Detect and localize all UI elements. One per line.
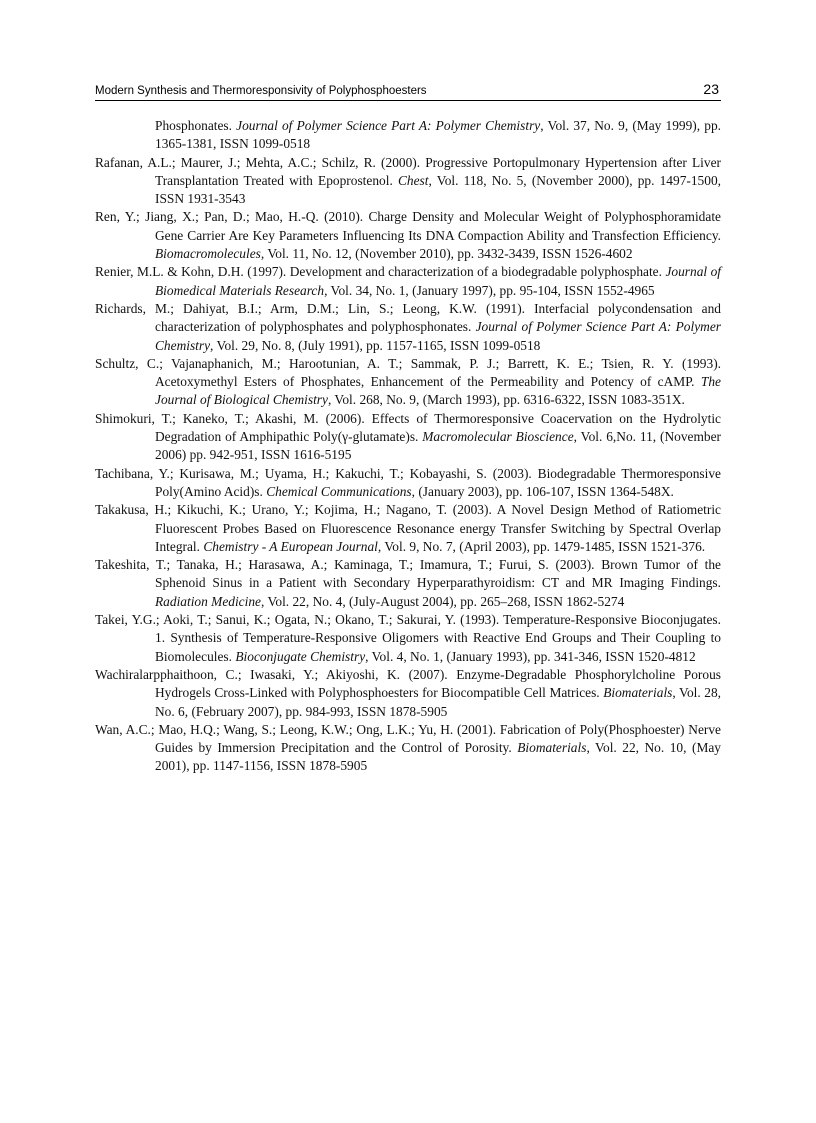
reference-text: Shimokuri, T.; Kaneko, T.; Akashi, M. (2006). Effects of Thermoresponsive Coacervation on the Hydrolytic Degradation of Amphipathic Poly(γ-glutamate)s.: [95, 410, 721, 445]
journal-title: Radiation Medicine: [155, 593, 261, 609]
reference-entry: [95, 611, 721, 666]
journal-title: Chest: [397, 172, 429, 188]
journal-title: Chemical Communications: [266, 483, 412, 499]
reference-entry: [95, 208, 721, 263]
reference-text: Wachiralarpphaithoon, C.; Iwasaki, Y.; Akiyoshi, K. (2007). Enzyme-Degradable Phosphorylcholine Porous Hydrogels Cross-Linked with Polyphosphoesters for Biocompatible Cell Matrices.: [95, 666, 721, 701]
running-header: [95, 78, 721, 101]
journal-title: Biomaterials: [517, 740, 587, 756]
journal-title: The Journal of Biological Chemistry: [155, 374, 721, 408]
journal-title: Journal of Biomedical Materials Research: [155, 264, 722, 298]
running-title: Modern Synthesis and Thermoresponsivity of Polyphosphoesters: [95, 85, 427, 97]
reference-text: Renier, M.L. & Kohn, D.H. (1997). Development and characterization of a biodegradable polyphosphate.: [95, 264, 666, 280]
reference-text: Takei, Y.G.; Aoki, T.; Sanui, K.; Ogata, N.; Okano, T.; Sakurai, Y. (1993). Temperature-Responsive Bioconjugates. 1. Synthesis of Temperature-Responsive Oligomers with Reactive End Groups and Their Coupling to Biomolecules.: [95, 612, 721, 664]
reference-entry: [95, 154, 721, 209]
reference-entry: [95, 501, 721, 556]
reference-entry: [95, 355, 721, 410]
reference-entry: [95, 300, 721, 355]
journal-title: Chemistry - A European Journal: [203, 538, 378, 554]
reference-list: [95, 117, 721, 776]
reference-text: Rafanan, A.L.; Maurer, J.; Mehta, A.C.; Schilz, R. (2000). Progressive Portopulmonary Hypertension after Liver Transplantation Treated with Epoprostenol.: [95, 154, 721, 188]
reference-entry: [95, 556, 721, 611]
reference-details: , Vol. 9, No. 7, (April 2003), pp. 1479-1485, ISSN 1521-376.: [377, 538, 706, 554]
journal-title: Macromolecular Bioscience: [422, 429, 574, 445]
journal-title: Journal of Polymer Science Part A: Polymer Chemistry: [236, 118, 541, 133]
reference-details: Vol. 11, No. 12, (November 2010), pp. 3432-3439, ISSN 1526-4602: [264, 246, 633, 262]
reference-entry: [95, 263, 721, 300]
reference-text: Richards, M.; Dahiyat, B.I.; Arm, D.M.; Lin, S.; Leong, K.W. (1991). Interfacial polycondensation and characterization of polyphosphates and polyphosphonates.: [95, 300, 721, 335]
reference-entry: [95, 117, 721, 154]
journal-title: Journal of Polymer Science Part A: Polymer Chemistry: [155, 319, 721, 353]
reference-details: , Vol. 37, No. 9, (May 1999), pp. 1365-1381, ISSN 1099-0518: [155, 118, 721, 152]
journal-title: Bioconjugate Chemistry: [235, 648, 366, 664]
reference-details: , Vol. 6,No. 11, (November 2006) pp. 942-951, ISSN 1616-5195: [155, 429, 721, 463]
reference-entry: [95, 410, 721, 465]
reference-details: , Vol. 22, No. 10, (May 2001), pp. 1147-1156, ISSN 1878-5905: [155, 740, 721, 774]
reference-details: , Vol. 28, No. 6, (February 2007), pp. 984-993, ISSN 1878-5905: [155, 685, 721, 719]
reference-text: Takeshita, T.; Tanaka, H.; Harasawa, A.; Kaminaga, T.; Imamura, T.; Furui, S. (2003). Brown Tumor of the Sphenoid Sinus in a Patient with Secondary Hyperparathyroidism: CT and MR Imaging Findings.: [95, 557, 721, 591]
reference-details: , Vol. 118, No. 5, (November 2000), pp. 1497-1500, ISSN 1931-3543: [155, 172, 721, 207]
reference-details: , Vol. 268, No. 9, (March 1993), pp. 6316-6322, ISSN 1083-351X.: [327, 392, 685, 408]
reference-text: Takakusa, H.; Kikuchi, K.; Urano, Y.; Kojima, H.; Nagano, T. (2003). A Novel Design Method of Ratiometric Fluorescent Probes Based on Fluorescence Resonance energy Transfer Switching by Spectral Overlap Integral.: [95, 502, 721, 554]
reference-entry: [95, 721, 721, 776]
reference-details: , Vol. 4, No. 1, (January 1993), pp. 341-346, ISSN 1520-4812: [365, 648, 696, 664]
reference-entry: [95, 666, 721, 721]
reference-details: , Vol. 29, No. 8, (July 1991), pp. 1157-1165, ISSN 1099-0518: [210, 337, 541, 353]
reference-text: Schultz, C.; Vajanaphanich, M.; Harootunian, A. T.; Sammak, P. J.; Barrett, K. E.; Tsien, R. Y. (1993). Acetoxymethyl Esters of Phosphates, Enhancement of the Permeability and Potency of cAMP.: [95, 355, 721, 390]
reference-text: Phosphonates.: [155, 118, 237, 133]
reference-details: , (January 2003), pp. 106-107, ISSN 1364-548X.: [411, 483, 674, 499]
reference-details: , Vol. 34, No. 1, (January 1997), pp. 95-104, ISSN 1552-4965: [324, 282, 655, 298]
page-number: 23: [703, 81, 719, 97]
reference-text: Wan, A.C.; Mao, H.Q.; Wang, S.; Leong, K.W.; Ong, L.K.; Yu, H. (2001). Fabrication of Poly(Phosphoester) Nerve Guides by Immersion Precipitation and the Control of Porosity.: [95, 721, 721, 756]
reference-text: Ren, Y.; Jiang, X.; Pan, D.; Mao, H.-Q. (2010). Charge Density and Molecular Weight of Polyphosphoramidate Gene Carrier Are Key Parameters Influencing Its DNA Compaction Ability and Transfection Efficiency.: [95, 209, 721, 243]
journal-title: Biomaterials: [603, 685, 673, 701]
journal-title: Biomacromolecules,: [155, 246, 265, 262]
reference-entry: [95, 465, 721, 502]
reference-details: , Vol. 22, No. 4, (July-August 2004), pp. 265–268, ISSN 1862-5274: [260, 593, 625, 609]
reference-text: Tachibana, Y.; Kurisawa, M.; Uyama, H.; Kakuchi, T.; Kobayashi, S. (2003). Biodegradable Thermoresponsive Poly(Amino Acid)s.: [95, 465, 721, 499]
